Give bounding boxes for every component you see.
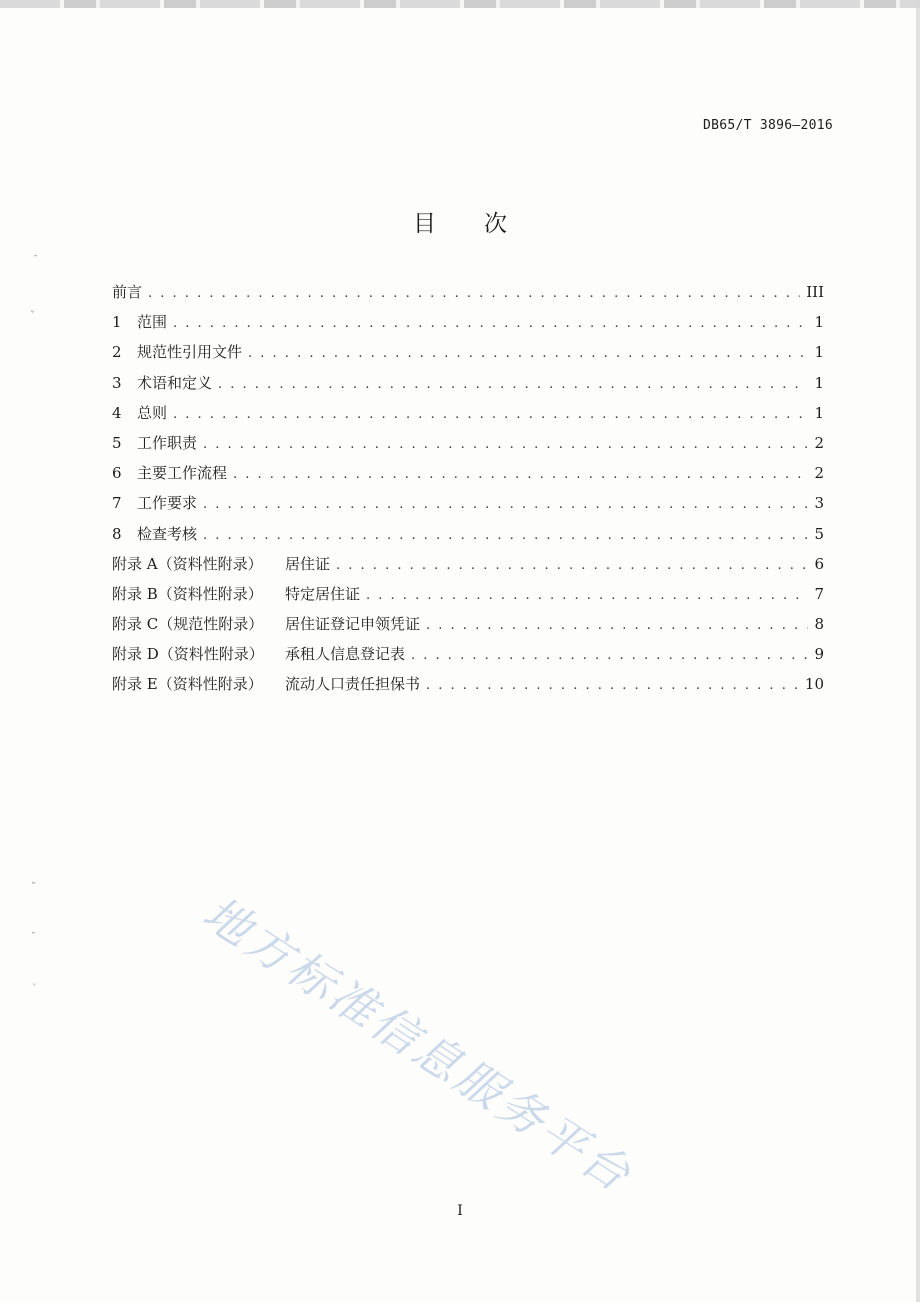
toc-leader-dots <box>248 346 808 361</box>
toc-leader-dots <box>173 407 808 422</box>
toc-page-number: 8 <box>814 615 824 634</box>
toc-number: 2 <box>112 343 122 362</box>
toc-number: 6 <box>112 464 122 483</box>
toc-number: 4 <box>112 403 122 422</box>
toc-leader-dots <box>426 678 799 693</box>
scan-speck: ˋ <box>32 984 37 995</box>
toc-label: 居住证登记申领凭证 <box>285 615 421 634</box>
toc-number: 7 <box>112 494 122 513</box>
toc-number: 5 <box>112 433 122 452</box>
toc-entry[interactable] <box>112 402 824 432</box>
toc-leader-dots <box>173 316 808 331</box>
toc-appendix-label: 附录 D（资料性附录） <box>112 645 264 664</box>
toc-leader-dots <box>336 558 808 573</box>
toc-page-number: 1 <box>814 313 824 332</box>
toc-page-number: 6 <box>814 554 824 573</box>
page-title <box>0 205 920 238</box>
scan-speck: ˉ <box>31 932 36 943</box>
scan-edge-right <box>916 0 920 1302</box>
toc-label: 居住证 <box>285 554 331 573</box>
title-char-1: 目 <box>413 211 436 237</box>
toc-label: 工作职责 <box>137 433 198 452</box>
toc-leader-dots <box>148 286 800 301</box>
toc-leader-dots <box>233 467 808 482</box>
title-char-2: 次 <box>484 211 507 237</box>
scan-speck: ˜ <box>31 882 36 893</box>
toc-entry[interactable] <box>112 553 824 583</box>
toc-entry[interactable] <box>112 341 824 371</box>
toc-entry[interactable] <box>112 583 824 613</box>
table-of-contents <box>112 281 824 704</box>
watermark: 地方标准信息服务平台 <box>193 885 643 1204</box>
toc-page-number: 1 <box>814 343 824 362</box>
toc-appendix-label: 附录 B（资料性附录） <box>112 584 263 603</box>
toc-label: 前言 <box>112 283 143 301</box>
toc-label: 流动人口责任担保书 <box>285 675 421 694</box>
toc-page-number: 7 <box>814 584 824 603</box>
toc-leader-dots <box>218 377 808 392</box>
scan-edge-top <box>0 0 920 8</box>
toc-entry[interactable] <box>112 372 824 402</box>
toc-leader-dots <box>203 497 808 512</box>
toc-appendix-label: 附录 E（资料性附录） <box>112 675 263 694</box>
toc-entry[interactable] <box>112 432 824 462</box>
toc-label: 主要工作流程 <box>137 464 228 483</box>
toc-page-number: 9 <box>814 645 824 664</box>
toc-page-number: 5 <box>814 524 824 543</box>
toc-label: 特定居住证 <box>285 584 361 603</box>
toc-entry[interactable] <box>112 311 824 341</box>
toc-page-number: 1 <box>814 373 824 392</box>
toc-number: 1 <box>112 313 122 332</box>
toc-appendix-label: 附录 C（规范性附录） <box>112 615 264 634</box>
toc-entry[interactable] <box>112 643 824 673</box>
toc-label: 术语和定义 <box>137 373 213 392</box>
toc-page-number: 1 <box>814 403 824 422</box>
toc-leader-dots <box>426 618 808 633</box>
toc-page-number: III <box>806 283 824 301</box>
toc-label: 范围 <box>137 313 168 332</box>
toc-page-number: 10 <box>804 675 824 694</box>
toc-entry[interactable] <box>112 492 824 522</box>
toc-leader-dots <box>203 437 808 452</box>
toc-leader-dots <box>366 588 808 603</box>
standard-code: DB65/T 3896—2016 <box>702 118 833 133</box>
scan-speck: ˇ <box>30 311 35 322</box>
toc-leader-dots <box>203 528 808 543</box>
page-number: I <box>457 1203 463 1219</box>
toc-label: 总则 <box>137 403 168 422</box>
toc-number: 8 <box>112 524 122 543</box>
toc-label: 承租人信息登记表 <box>285 645 406 664</box>
toc-label: 工作要求 <box>137 494 198 513</box>
toc-entry[interactable] <box>112 462 824 492</box>
toc-entry[interactable] <box>112 673 824 703</box>
toc-number: 3 <box>112 373 122 392</box>
toc-entry[interactable] <box>112 523 824 553</box>
toc-entry[interactable] <box>112 613 824 643</box>
toc-leader-dots <box>411 648 808 663</box>
toc-appendix-label: 附录 A（资料性附录） <box>112 554 263 573</box>
toc-page-number: 3 <box>814 494 824 513</box>
toc-page-number: 2 <box>814 433 824 452</box>
scan-speck: ˉ <box>33 255 38 266</box>
toc-label: 规范性引用文件 <box>137 343 243 362</box>
toc-page-number: 2 <box>814 464 824 483</box>
toc-label: 检查考核 <box>137 524 198 543</box>
toc-entry[interactable] <box>112 281 824 311</box>
